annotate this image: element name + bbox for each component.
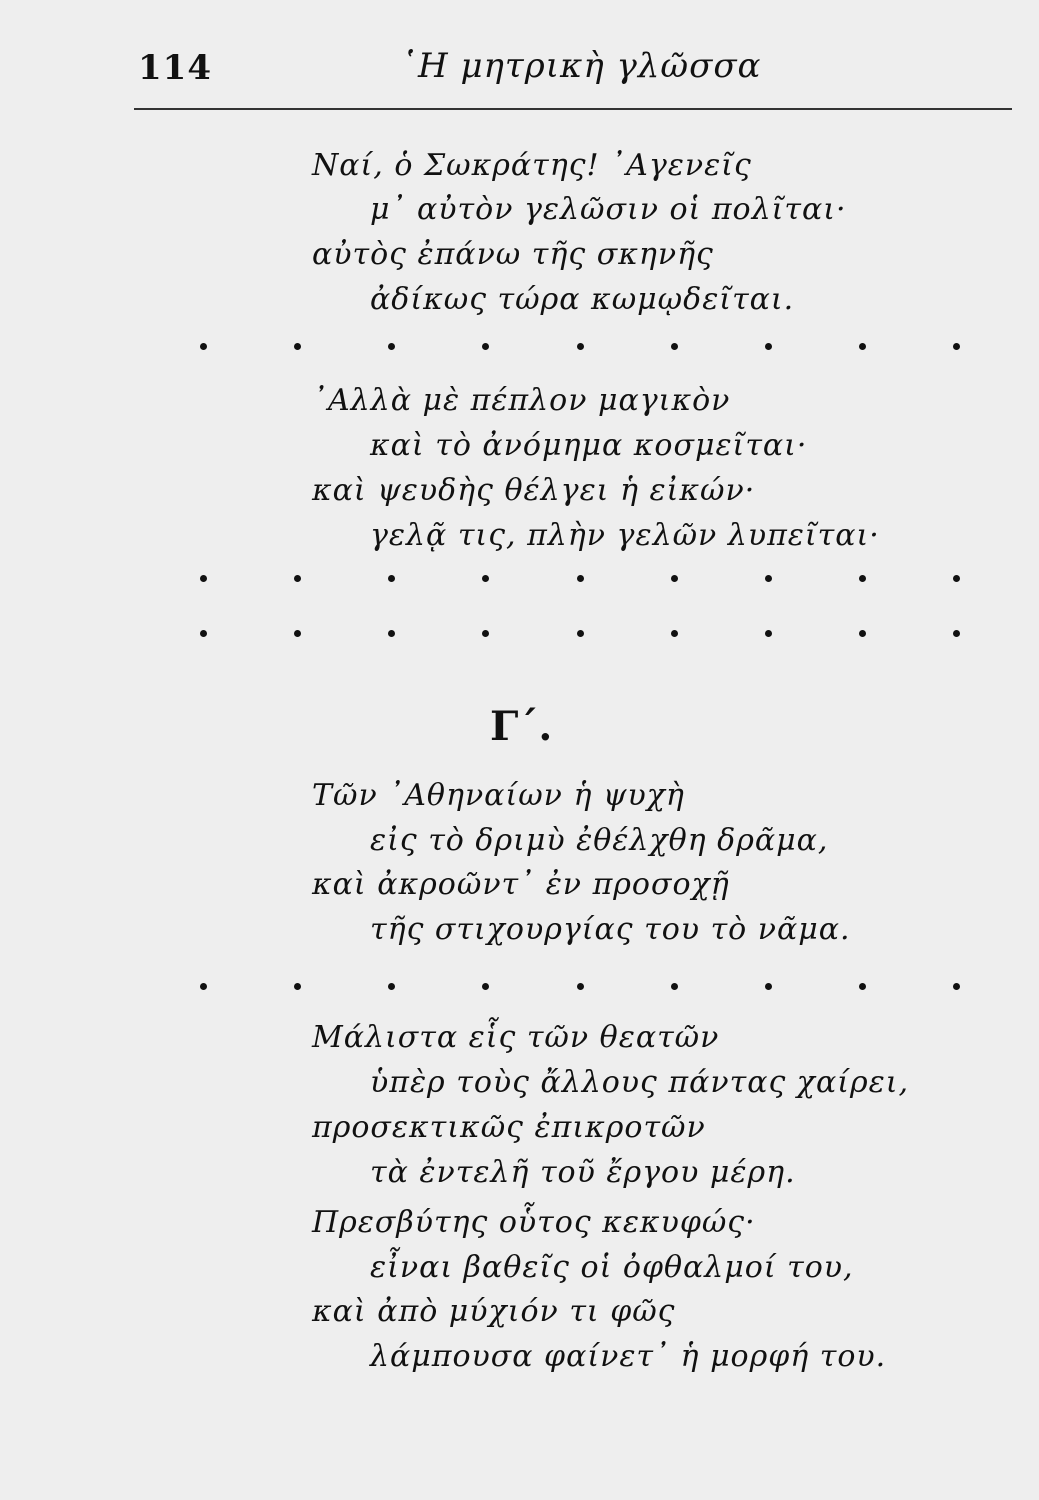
section-heading: Γ΄. — [490, 703, 553, 750]
dot — [482, 343, 489, 350]
ellipsis-row — [200, 343, 960, 350]
ellipsis-row — [200, 575, 960, 582]
dot — [200, 983, 207, 990]
ellipsis-row — [200, 983, 960, 990]
verse-line: μ᾿ αὐτὸν γελῶσιν οἱ πολῖται· — [370, 192, 847, 227]
dot — [671, 343, 678, 350]
dot — [577, 343, 584, 350]
page-number: 114 — [138, 48, 212, 88]
verse-line: εἶναι βαθεῖς οἱ ὀφθαλμοί του, — [370, 1250, 854, 1285]
dot — [388, 630, 395, 637]
dot — [765, 575, 772, 582]
dot — [388, 575, 395, 582]
dot — [671, 983, 678, 990]
verse-line: εἰς τὸ δριμὺ ἐθέλχθη δρᾶμα, — [370, 823, 829, 858]
verse-line: αὐτὸς ἐπάνω τῆς σκηνῆς — [312, 237, 714, 272]
verse-line: καὶ ψευδὴς θέλγει ἡ εἰκών· — [312, 473, 756, 508]
dot — [577, 983, 584, 990]
dot — [388, 343, 395, 350]
verse-line: ὑπὲρ τοὺς ἄλλους πάντας χαίρει, — [370, 1065, 910, 1100]
running-head — [0, 0, 1039, 120]
dot — [859, 983, 866, 990]
ellipsis-row — [200, 630, 960, 637]
dot — [482, 983, 489, 990]
dot — [953, 983, 960, 990]
verse-line: τὰ ἐντελῆ τοῦ ἔργου μέρη. — [370, 1155, 796, 1190]
header-rule — [134, 108, 1012, 110]
dot — [859, 575, 866, 582]
verse-line: γελᾷ τις, πλὴν γελῶν λυπεῖται· — [370, 518, 880, 553]
dot — [859, 343, 866, 350]
running-title: ῾Η μητρικὴ γλῶσσα — [400, 46, 762, 86]
dot — [953, 343, 960, 350]
dot — [577, 575, 584, 582]
dot — [953, 575, 960, 582]
dot — [577, 630, 584, 637]
dot — [200, 343, 207, 350]
dot — [482, 575, 489, 582]
verse-line: καὶ ἀκροῶντ᾿ ἐν προσοχῇ — [312, 867, 730, 902]
verse-line: Ναί, ὁ Σωκράτης! ᾿Αγενεῖς — [312, 148, 752, 183]
verse-line: καὶ ἀπὸ μύχιόν τι φῶς — [312, 1294, 676, 1329]
dot — [294, 343, 301, 350]
dot — [859, 630, 866, 637]
dot — [765, 343, 772, 350]
verse-line: Μάλιστα εἷς τῶν θεατῶν — [312, 1020, 720, 1055]
verse-line: Πρεσβύτης οὗτος κεκυφώς· — [312, 1205, 756, 1240]
verse-line: καὶ τὸ ἀνόμημα κοσμεῖται· — [370, 428, 808, 463]
verse-line: λάμπουσα φαίνετ᾿ ἡ μορφή του. — [370, 1339, 887, 1374]
verse-line: προσεκτικῶς ἐπικροτῶν — [312, 1110, 706, 1145]
dot — [765, 630, 772, 637]
dot — [294, 575, 301, 582]
dot — [294, 983, 301, 990]
dot — [671, 575, 678, 582]
verse-line: ἀδίκως τώρα κωμῳδεῖται. — [370, 282, 795, 317]
dot — [671, 630, 678, 637]
dot — [294, 630, 301, 637]
dot — [765, 983, 772, 990]
dot — [953, 630, 960, 637]
verse-line: ᾿Αλλὰ μὲ πέπλον μαγικὸν — [312, 383, 731, 418]
dot — [200, 575, 207, 582]
verse-line: τῆς στιχουργίας του τὸ νᾶμα. — [370, 912, 851, 947]
dot — [482, 630, 489, 637]
dot — [200, 630, 207, 637]
verse-line: Τῶν ᾿Αθηναίων ἡ ψυχὴ — [312, 778, 685, 813]
dot — [388, 983, 395, 990]
